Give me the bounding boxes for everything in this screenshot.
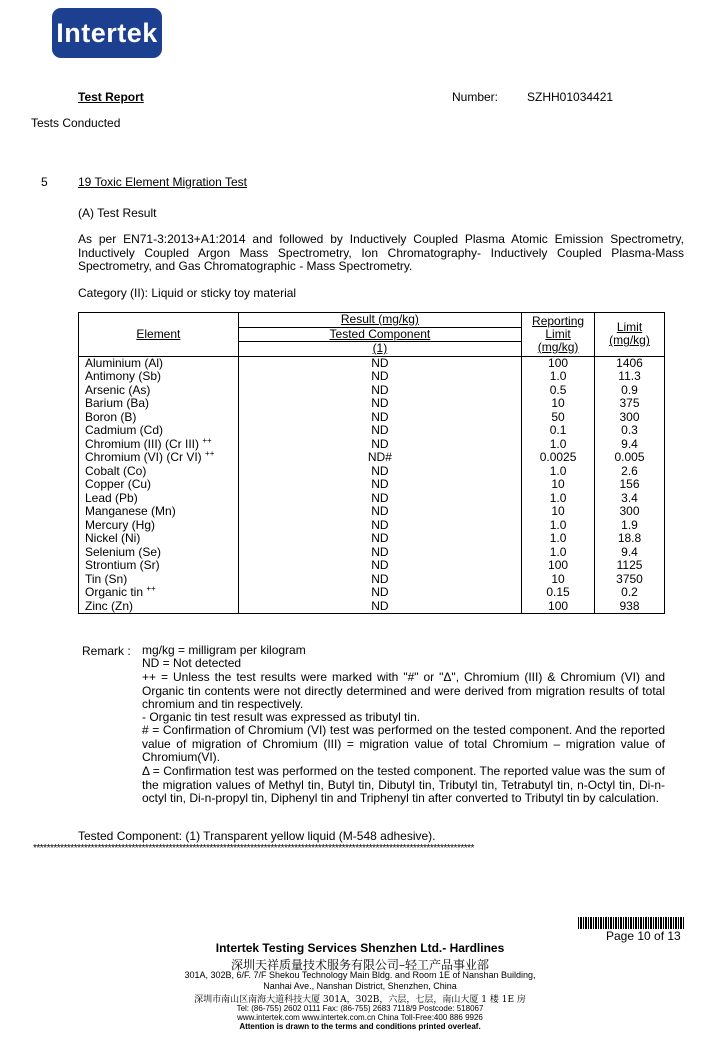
reporting-limit-cell: 10 xyxy=(522,478,595,492)
table-row xyxy=(79,505,665,519)
footnote-mark: ++ xyxy=(202,435,212,445)
limit-cell: 1.9 xyxy=(595,519,665,533)
table-row xyxy=(79,370,665,384)
remark-organic-tin: - Organic tin test result was expressed as tributyl tin. xyxy=(142,710,421,724)
limit-cell: 0.005 xyxy=(595,451,665,465)
element-cell: Manganese (Mn) xyxy=(79,505,239,519)
table-row xyxy=(79,532,665,546)
element-cell: Tin (Sn) xyxy=(79,573,239,587)
header-tested-component: Tested Component xyxy=(238,327,521,342)
table-row xyxy=(79,559,665,573)
reporting-limit-cell: 0.15 xyxy=(522,586,595,600)
table-row xyxy=(79,546,665,560)
footer-address-2: Nanhai Ave., Nanshan District, Shenzhen, China xyxy=(263,981,457,991)
barcode xyxy=(578,917,684,929)
limit-cell: 938 xyxy=(595,600,665,614)
limit-cell: 156 xyxy=(595,478,665,492)
result-cell: ND xyxy=(238,519,521,533)
table-row xyxy=(79,573,665,587)
test-subheading: (A) Test Result xyxy=(78,206,157,220)
table-row xyxy=(79,519,665,533)
result-cell: ND xyxy=(238,438,521,452)
results-table xyxy=(78,312,665,614)
table-row xyxy=(79,438,665,452)
header-element: Element xyxy=(79,313,239,357)
result-cell: ND xyxy=(238,356,521,370)
element-cell: Strontium (Sr) xyxy=(79,559,239,573)
table-row xyxy=(79,478,665,492)
result-cell: ND xyxy=(238,384,521,398)
element-cell: Boron (B) xyxy=(79,411,239,425)
footer-contact: Tel: (86-755) 2602 0111 Fax: (86-755) 2683 7118/9 Postcode: 518067 xyxy=(236,1004,484,1013)
test-index: 5 xyxy=(41,175,48,189)
intertek-logo: Intertek xyxy=(52,8,162,58)
footer-company: Intertek Testing Services Shenzhen Ltd.- Hardlines xyxy=(215,941,505,955)
table-row xyxy=(79,451,665,465)
limit-cell: 9.4 xyxy=(595,438,665,452)
element-cell: Antimony (Sb) xyxy=(79,370,239,384)
result-cell: ND xyxy=(238,600,521,614)
element-cell: Nickel (Ni) xyxy=(79,532,239,546)
table-row xyxy=(79,356,665,370)
table-row xyxy=(79,424,665,438)
result-cell: ND xyxy=(238,465,521,479)
header-reporting-limit: Reporting Limit (mg/kg) xyxy=(522,313,595,357)
result-cell: ND xyxy=(238,397,521,411)
test-title: 19 Toxic Element Migration Test xyxy=(78,175,247,189)
remark-plusplus: ++ = Unless the test results were marked with "#" or "Δ", Chromium (III) & Chromium (VI) and Organic tin contents were not directly determined and were derived from migration results of total chromium and tin respectively. xyxy=(142,670,665,711)
result-cell: ND xyxy=(238,424,521,438)
limit-cell: 18.8 xyxy=(595,532,665,546)
result-cell: ND xyxy=(238,586,521,600)
reporting-limit-cell: 1.0 xyxy=(522,519,595,533)
reporting-limit-cell: 1.0 xyxy=(522,370,595,384)
result-cell: ND xyxy=(238,532,521,546)
limit-cell: 0.9 xyxy=(595,384,665,398)
reporting-limit-cell: 10 xyxy=(522,397,595,411)
report-title: Test Report xyxy=(78,90,144,104)
remark-delta: Δ = Confirmation test was performed on the tested component. The reported value was the sum of the migration values of Methyl tin, Butyl tin, Dibutyl tin, Tributyl tin, Tetrabutyl tin, n-Octyl tin, Di-n-octyl tin, Di-n-propyl tin, Diphenyl tin and Triphenyl tin after converted to Tributyl tin by calculation. xyxy=(142,764,665,805)
remark-units: mg/kg = milligram per kilogram xyxy=(142,643,306,657)
limit-cell: 300 xyxy=(595,411,665,425)
limit-cell: 1406 xyxy=(595,356,665,370)
element-cell: Arsenic (As) xyxy=(79,384,239,398)
reporting-limit-cell: 1.0 xyxy=(522,532,595,546)
reporting-limit-cell: 10 xyxy=(522,505,595,519)
element-cell: Mercury (Hg) xyxy=(79,519,239,533)
footer-address-cn: 深圳市南山区南海大道科技大厦 301A，302B，六层，七层，南山大厦 1 楼 1E 房 xyxy=(194,995,526,1005)
reporting-limit-cell: 1.0 xyxy=(522,438,595,452)
limit-cell: 375 xyxy=(595,397,665,411)
table-row xyxy=(79,600,665,614)
limit-cell: 9.4 xyxy=(595,546,665,560)
remark-label: Remark : xyxy=(82,644,131,658)
result-cell: ND xyxy=(238,505,521,519)
limit-cell: 0.2 xyxy=(595,586,665,600)
element-cell: Chromium (VI) (Cr VI) ++ xyxy=(79,451,239,465)
limit-cell: 300 xyxy=(595,505,665,519)
reporting-limit-cell: 0.1 xyxy=(522,424,595,438)
header-component-number: (1) xyxy=(238,342,521,357)
element-cell: Zinc (Zn) xyxy=(79,600,239,614)
tested-component: Tested Component: (1) Transparent yellow liquid (M-548 adhesive). xyxy=(78,829,436,843)
reporting-limit-cell: 1.0 xyxy=(522,465,595,479)
limit-cell: 11.3 xyxy=(595,370,665,384)
section-label: Tests Conducted xyxy=(31,116,121,130)
limit-cell: 2.6 xyxy=(595,465,665,479)
table-row xyxy=(79,465,665,479)
footer-address-1: 301A, 302B, 6/F. 7/F Shekou Technology Main Bldg. and Room 1E of Nanshan Building, xyxy=(184,970,536,980)
limit-cell: 3750 xyxy=(595,573,665,587)
limit-cell: 3.4 xyxy=(595,492,665,506)
footnote-mark: ++ xyxy=(146,584,156,593)
table-row xyxy=(79,586,665,600)
result-cell: ND xyxy=(238,411,521,425)
element-cell: Cobalt (Co) xyxy=(79,465,239,479)
element-cell: Copper (Cu) xyxy=(79,478,239,492)
element-cell: Chromium (III) (Cr III) ++ xyxy=(79,438,239,452)
reporting-limit-cell: 50 xyxy=(522,411,595,425)
element-cell: Selenium (Se) xyxy=(79,546,239,560)
result-cell: ND xyxy=(238,573,521,587)
limit-cell: 1125 xyxy=(595,559,665,573)
reporting-limit-cell: 0.5 xyxy=(522,384,595,398)
element-cell: Aluminium (Al) xyxy=(79,356,239,370)
footer-company-cn: 深圳天祥质量技术服务有限公司–轻工产品事业部 xyxy=(230,958,489,972)
reporting-limit-cell: 1.0 xyxy=(522,546,595,560)
table-row xyxy=(79,397,665,411)
reporting-limit-cell: 100 xyxy=(522,559,595,573)
element-cell: Lead (Pb) xyxy=(79,492,239,506)
footer-web: www.intertek.com www.intertek.com.cn China Toll-Free:400 886 9926 xyxy=(237,1013,483,1022)
table-row xyxy=(79,411,665,425)
reporting-limit-cell: 10 xyxy=(522,573,595,587)
reporting-limit-cell: 0.0025 xyxy=(522,451,595,465)
separator-line: ********************************************************************************************************************************** xyxy=(33,843,474,854)
report-number: SZHH01034421 xyxy=(527,90,614,104)
test-category: Category (II): Liquid or sticky toy material xyxy=(78,286,297,300)
result-cell: ND xyxy=(238,492,521,506)
header-limit: Limit (mg/kg) xyxy=(595,313,665,357)
limit-cell: 0.3 xyxy=(595,424,665,438)
footnote-mark: ++ xyxy=(205,449,215,458)
reporting-limit-cell: 1.0 xyxy=(522,492,595,506)
footer-attention: Attention is drawn to the terms and conditions printed overleaf. xyxy=(239,1022,481,1031)
reporting-limit-cell: 100 xyxy=(522,356,595,370)
header-result: Result (mg/kg) xyxy=(238,313,521,328)
number-label: Number: xyxy=(452,90,499,104)
remark-nd: ND = Not detected xyxy=(142,656,242,670)
test-method: As per EN71-3:2013+A1:2014 and followed by Inductively Coupled Plasma Atomic Emission Spectrometry, Inductively Coupled Argon Mass Spectrometry, Ion Chromatography- Inductively Coupled Plasma-Mass Spectrometry, and Gas Chromatographic - Mass Spectrometry. xyxy=(78,232,684,273)
result-cell: ND xyxy=(238,478,521,492)
element-cell: Organic tin ++ xyxy=(79,586,239,600)
result-cell: ND xyxy=(238,559,521,573)
result-cell: ND xyxy=(238,370,521,384)
element-cell: Barium (Ba) xyxy=(79,397,239,411)
result-cell: ND xyxy=(238,546,521,560)
table-row xyxy=(79,384,665,398)
reporting-limit-cell: 100 xyxy=(522,600,595,614)
element-cell: Cadmium (Cd) xyxy=(79,424,239,438)
page-number: Page 10 of 13 xyxy=(606,929,681,943)
table-row xyxy=(79,492,665,506)
result-cell: ND# xyxy=(238,451,521,465)
remark-hash: # = Confirmation of Chromium (VI) test was performed on the tested component. And the reported value of migration of Chromium (III) = migration value of total Chromium – migration value of Chromium(VI). xyxy=(142,723,665,764)
